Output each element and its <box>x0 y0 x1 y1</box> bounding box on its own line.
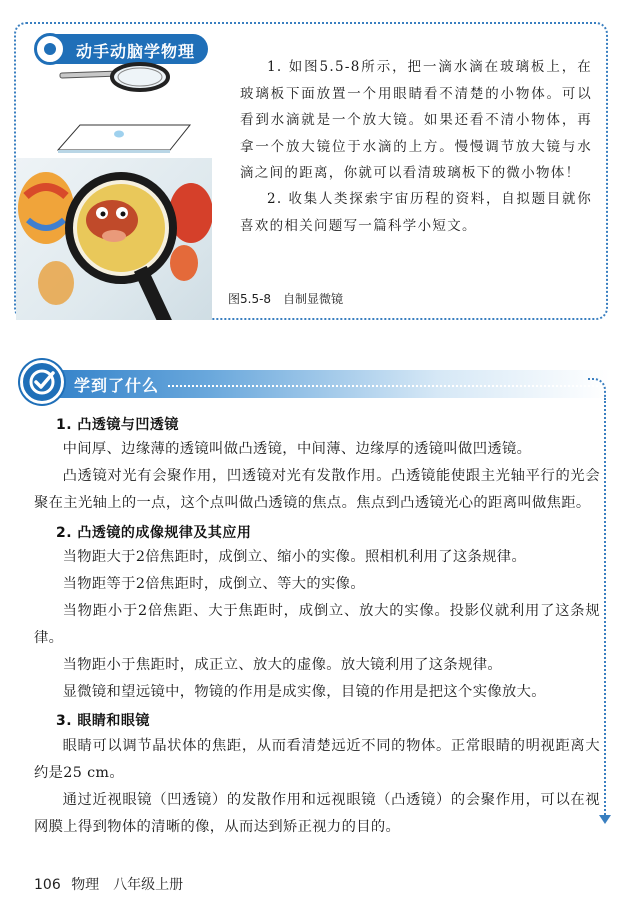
section-heading-2: 2. 凸透镜的成像规律及其应用 <box>56 525 252 541</box>
section-1-paragraph-2: 凸透镜对光有会聚作用，凹透镜对光有发散作用。凸透镜能使跟主光轴平行的光会聚在主光轴上的一点，这个点叫做凸透镜的焦点。焦点到凸透镜光心的距离叫做焦距。 <box>34 468 600 511</box>
section-3-paragraph-2: 通过近视眼镜（凹透镜）的发散作用和远视眼镜（凸透镜）的会聚作用，可以在视网膜上得到物体的清晰的像，从而达到矫正视力的目的。 <box>34 792 600 835</box>
page-number: 106 <box>34 877 61 893</box>
side-dotted-line <box>604 398 606 818</box>
section-1-paragraph-1: 中间厚、边缘薄的透镜叫做凸透镜，中间薄、边缘厚的透镜叫做凹透镜。 <box>62 441 532 457</box>
section-2-paragraph-3: 当物距小于2倍焦距、大于焦距时，成倒立、放大的实像。投影仪就利用了这条规律。 <box>34 603 600 646</box>
microscope-demo-photo <box>16 158 212 320</box>
section-heading-1: 1. 凸透镜与凹透镜 <box>56 417 179 433</box>
section-heading-3: 3. 眼睛和眼镜 <box>56 713 150 729</box>
check-badge-icon <box>20 360 64 404</box>
book-title: 物理 八年级上册 <box>71 877 184 893</box>
down-arrow-icon <box>599 815 611 824</box>
activity-title: 动手动脑学物理 <box>76 42 196 61</box>
section-2-paragraph-1: 当物距大于2倍焦距时，成倒立、缩小的实像。照相机利用了这条规律。 <box>62 549 527 565</box>
magnifier-over-glass-illustration <box>40 55 210 155</box>
activity-paragraph-2: 2. 收集人类探索宇宙历程的资料，自拟题目就你喜欢的相关问题写一篇科学小短文。 <box>240 191 592 234</box>
section-2-paragraph-4: 当物距小于焦距时，成正立、放大的虚像。放大镜利用了这条规律。 <box>62 657 502 673</box>
summary-title: 学到了什么 <box>74 376 160 395</box>
title-bar-dotted-line <box>168 385 598 387</box>
page-footer <box>34 874 183 894</box>
figure-caption: 图5.5-8 自制显微镜 <box>228 292 344 306</box>
activity-paragraph-1: 1. 如图5.5-8所示，把一滴水滴在玻璃板上，在玻璃板下面放置一个用眼睛看不清楚的小物体。可以看到水滴就是一个放大镜。如果还看不清小物体，再拿一个放大镜位于水滴的上方。慢慢调节放大镜与水滴之间的距离，你就可以看清玻璃板下的微小物体！ <box>240 59 592 181</box>
section-2-paragraph-5: 显微镜和望远镜中，物镜的作用是成实像，目镜的作用是把这个实像放大。 <box>62 684 546 700</box>
section-2-paragraph-2: 当物距等于2倍焦距时，成倒立、等大的实像。 <box>62 576 365 592</box>
section-3-paragraph-1: 眼睛可以调节晶状体的焦距，从而看清楚远近不同的物体。正常眼睛的明视距离大约是25 cm。 <box>34 738 600 781</box>
